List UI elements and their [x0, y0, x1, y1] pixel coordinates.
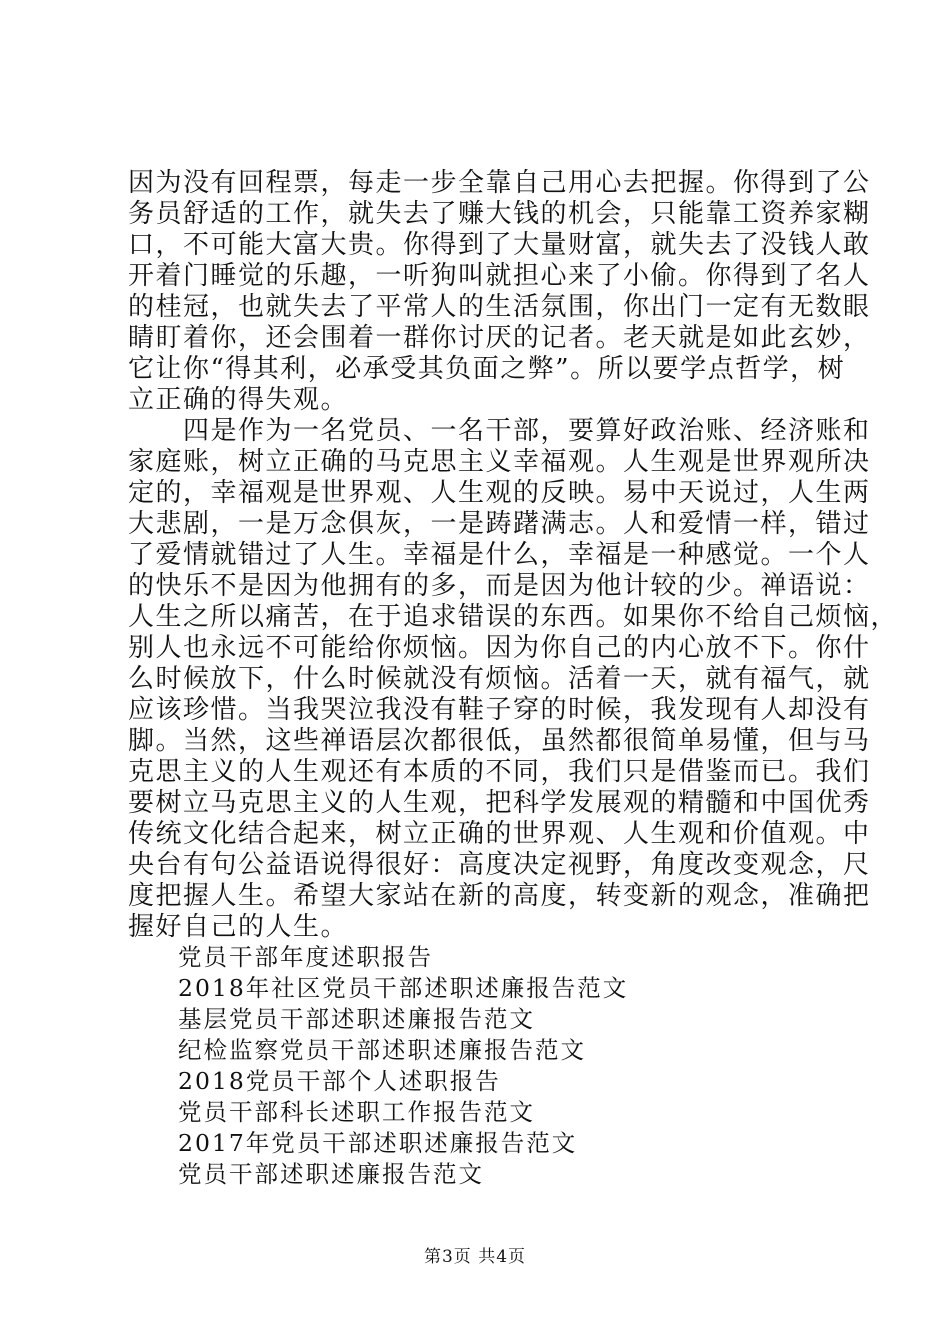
text-line: 睛盯着你，还会围着一群你讨厌的记者。老天就是如此玄妙，: [128, 323, 871, 353]
related-article-link[interactable]: 2018党员干部个人述职报告: [178, 1067, 501, 1095]
text-line: 握好自己的人生。: [128, 912, 349, 942]
text-line: 央台有句公益语说得很好：高度决定视野，角度改变观念，尺: [128, 850, 871, 880]
text-line: 定的，幸福观是世界观、人生观的反映。易中天说过，人生两: [128, 478, 871, 508]
related-article-link[interactable]: 2017年党员干部述职述廉报告范文: [178, 1129, 578, 1157]
text-line: 家庭账，树立正确的马克思主义幸福观。人生观是世界观所决: [128, 447, 871, 477]
text-line: 口，不可能大富大贵。你得到了大量财富，就失去了没钱人敢: [128, 230, 871, 260]
text-line: 因为没有回程票，每走一步全靠自己用心去把握。你得到了公: [128, 168, 871, 198]
related-article-link[interactable]: 纪检监察党员干部述职述廉报告范文: [178, 1036, 586, 1064]
text-line: 克思主义的人生观还有本质的不同，我们只是借鉴而已。我们: [128, 757, 871, 787]
text-line: 的快乐不是因为他拥有的多，而是因为他计较的少。禅语说：: [128, 571, 871, 601]
related-article-link[interactable]: 基层党员干部述职述廉报告范文: [178, 1005, 535, 1033]
text-line: 它让你“得其利，必承受其负面之弊”。所以要学点哲学，树: [128, 354, 846, 384]
body-text: [128, 168, 899, 943]
text-line: 立正确的得失观。: [128, 385, 349, 415]
text-line: 脚。当然，这些禅语层次都很低，虽然都很简单易懂，但与马: [128, 726, 871, 756]
text-line: 了爱情就错过了人生。幸福是什么，幸福是一种感觉。一个人: [128, 540, 871, 570]
text-line: 务员舒适的工作，就失去了赚大钱的机会，只能靠工资养家糊: [128, 199, 871, 229]
related-article-link[interactable]: 2018年社区党员干部述职述廉报告范文: [178, 974, 629, 1002]
text-line: 传统文化结合起来，树立正确的世界观、人生观和价值观。中: [128, 819, 871, 849]
text-line: 四是作为一名党员、一名干部，要算好政治账、经济账和: [128, 416, 871, 446]
text-line: 人生之所以痛苦，在于追求错误的东西。如果你不给自己烦恼，: [128, 602, 899, 632]
text-line: 要树立马克思主义的人生观，把科学发展观的精髓和中国优秀: [128, 788, 871, 818]
text-line: 么时候放下，什么时候就没有烦恼。活着一天，就有福气，就: [128, 664, 871, 694]
related-article-link[interactable]: 党员干部述职述廉报告范文: [178, 1160, 484, 1188]
text-line: 应该珍惜。当我哭泣我没有鞋子穿的时候，我发现有人却没有: [128, 695, 871, 725]
related-article-link[interactable]: 党员干部年度述职报告: [178, 943, 433, 971]
text-line: 的桂冠，也就失去了平常人的生活氛围，你出门一定有无数眼: [128, 292, 871, 322]
related-articles-list: [178, 942, 628, 1190]
text-line: 开着门睡觉的乐趣，一听狗叫就担心来了小偷。你得到了名人: [128, 261, 871, 291]
page-footer: 第3页 共4页: [423, 1247, 527, 1267]
text-line: 别人也永远不可能给你烦恼。因为你自己的内心放不下。你什: [128, 633, 871, 663]
text-line: 大悲剧，一是万念俱灰，一是踌躇满志。人和爱情一样，错过: [128, 509, 871, 539]
text-line: 度把握人生。希望大家站在新的高度，转变新的观念，准确把: [128, 881, 871, 911]
related-article-link[interactable]: 党员干部科长述职工作报告范文: [178, 1098, 535, 1126]
